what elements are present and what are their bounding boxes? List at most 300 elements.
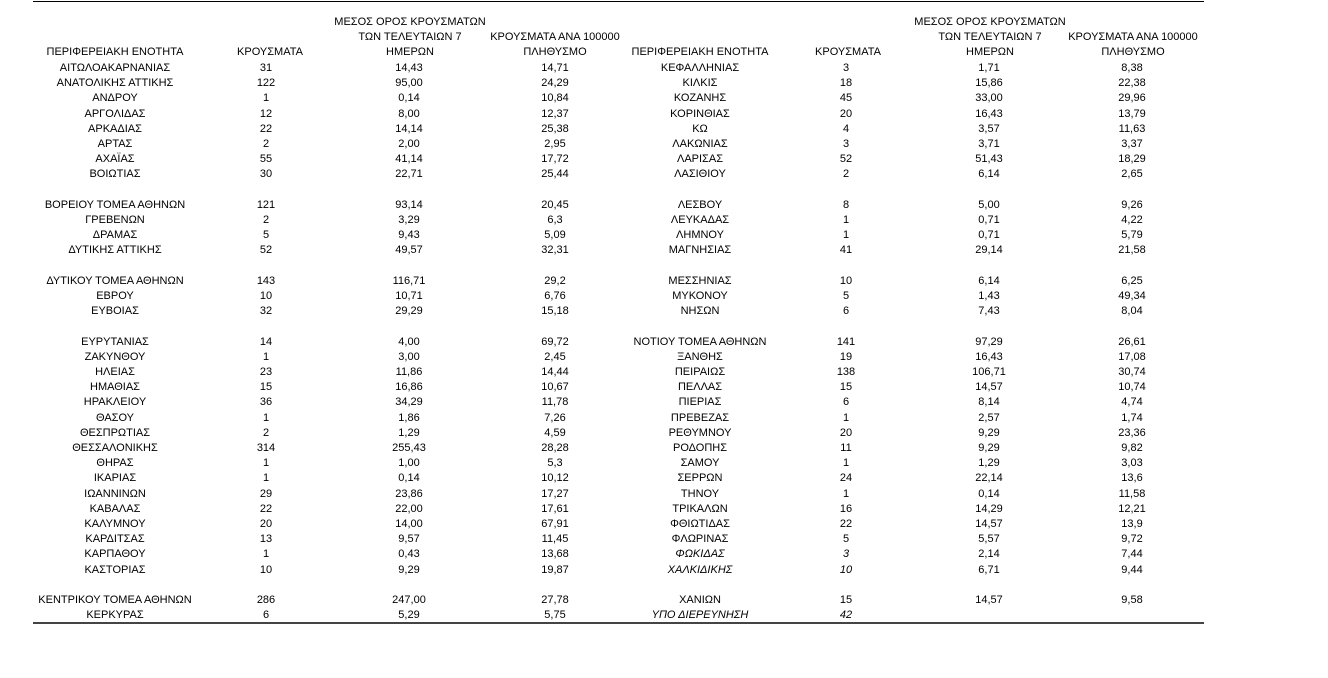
- cell-cases: 5: [842, 290, 850, 302]
- cell-region: ΚΑΣΤΟΡΙΑΣ: [84, 563, 146, 576]
- cell-per100k: 25,44: [541, 168, 569, 181]
- cell-region: ΜΥΚΟΝΟΥ: [672, 290, 728, 302]
- cell-per100k: 18,29: [1118, 153, 1146, 166]
- cell-per100k: 15,18: [541, 305, 569, 318]
- cell-avg7: 15,86: [975, 77, 1003, 90]
- cell-cases: 10: [259, 290, 273, 302]
- cell-region: ΚΕΦΑΛΛΗΝΙΑΣ: [660, 62, 740, 74]
- cell-region: ΚΙΛΚΙΣ: [682, 77, 718, 90]
- cell-per100k: 7,44: [1121, 548, 1143, 561]
- cell-cases: 29: [259, 487, 273, 500]
- table-row-right: [0, 563, 1328, 578]
- cell-avg7: 1,86: [398, 411, 420, 424]
- cell-avg7: 16,86: [395, 381, 423, 394]
- cell-avg7: 2,00: [398, 138, 420, 150]
- cell-cases: 42: [839, 609, 853, 622]
- cell-cases: 1: [842, 411, 850, 424]
- cell-avg7: 14,57: [975, 518, 1003, 530]
- cell-per100k: 29,2: [544, 274, 566, 287]
- cell-per100k: 11,58: [1118, 487, 1146, 500]
- header-per100k-line1: ΚΡΟΥΣΜΑΤΑ ΑΝΑ 100000: [1068, 31, 1198, 43]
- cell-avg7: 9,29: [978, 442, 1000, 454]
- table-row-right: [0, 137, 1328, 152]
- cell-region: ΛΕΥΚΑΔΑΣ: [670, 214, 730, 226]
- cell-cases: 2: [262, 214, 270, 226]
- cell-per100k: 2,45: [544, 350, 566, 363]
- cell-region: ΚΑΡΠΑΘΟΥ: [84, 548, 146, 561]
- cell-cases: 14: [259, 335, 273, 348]
- cell-per100k: 30,74: [1118, 366, 1146, 378]
- cell-per100k: 5,09: [544, 229, 566, 242]
- cell-per100k: 32,31: [541, 244, 569, 257]
- cell-per100k: 5,3: [547, 457, 563, 470]
- cell-region: ΧΑΛΚΙΔΙΚΗΣ: [667, 563, 733, 576]
- cell-avg7: 14,57: [975, 594, 1003, 606]
- cell-region: ΑΙΤΩΛΟΑΚΑΡΝΑΝΙΑΣ: [59, 62, 171, 74]
- cell-per100k: 6,25: [1121, 274, 1143, 287]
- cell-cases: 3: [842, 548, 850, 561]
- header-region-label: ΠΕΡΙΦΕΡΕΙΑΚΗ ΕΝΟΤΗΤΑ: [631, 46, 769, 58]
- cell-region: ΠΙΕΡΙΑΣ: [678, 396, 722, 409]
- header-cases-label: ΚΡΟΥΣΜΑΤΑ: [815, 46, 881, 58]
- cell-per100k: 13,6: [1121, 472, 1143, 485]
- table-row-right: [0, 107, 1328, 122]
- cell-avg7: 1,00: [398, 457, 420, 470]
- cell-per100k: 25,38: [541, 122, 569, 135]
- cell-per100k: 17,72: [541, 153, 569, 166]
- cell-region: ΘΗΡΑΣ: [96, 457, 134, 470]
- cell-region: ΗΜΑΘΙΑΣ: [90, 381, 140, 394]
- table-row-right: [0, 152, 1328, 167]
- cell-avg7: 0,14: [398, 92, 420, 105]
- table-row-right: [0, 274, 1328, 289]
- cell-per100k: 2,65: [1121, 168, 1143, 181]
- cell-per100k: 4,22: [1121, 214, 1143, 226]
- table-row-right: [0, 517, 1328, 532]
- cell-cases: 52: [839, 153, 853, 166]
- table-row-right: [0, 441, 1328, 456]
- cell-avg7: 6,14: [978, 168, 1000, 181]
- cell-region: ΚΟΡΙΝΘΙΑΣ: [670, 107, 730, 120]
- cell-per100k: 22,38: [1118, 77, 1146, 90]
- cell-avg7: 0,14: [398, 472, 420, 485]
- cell-avg7: 106,71: [972, 366, 1006, 378]
- cell-avg7: 9,29: [398, 563, 420, 576]
- header-region-left: [40, 45, 190, 60]
- cell-cases: 121: [256, 198, 276, 211]
- cell-cases: 18: [839, 77, 853, 90]
- cell-per100k: 9,26: [1121, 198, 1143, 211]
- cell-cases: 12: [259, 107, 273, 120]
- cell-avg7: 4,00: [398, 335, 420, 348]
- cell-region: ΘΕΣΣΑΛΟΝΙΚΗΣ: [72, 442, 158, 454]
- cell-region: ΕΒΡΟΥ: [96, 290, 134, 302]
- table-row-right: [0, 228, 1328, 243]
- cell-region: ΜΕΣΣΗΝΙΑΣ: [668, 274, 732, 287]
- header-region-right: [625, 45, 775, 60]
- cell-cases: 4: [842, 122, 850, 135]
- cell-avg7: 14,00: [395, 518, 423, 530]
- cell-cases: 141: [836, 335, 856, 348]
- cell-per100k: 10,67: [541, 381, 569, 394]
- cell-avg7: 5,57: [978, 533, 1000, 546]
- header-cases-right: [803, 45, 893, 60]
- table-row-right: [0, 350, 1328, 365]
- cell-per100k: 7,26: [544, 411, 566, 424]
- cell-avg7: 2,57: [978, 411, 1000, 424]
- cell-region: ΕΥΒΟΙΑΣ: [91, 305, 139, 318]
- cell-cases: 30: [259, 168, 273, 181]
- cell-cases: 6: [842, 396, 850, 409]
- cell-avg7: 1,71: [978, 62, 1000, 74]
- header-per100k-right: [1058, 30, 1208, 60]
- cell-per100k: 20,45: [541, 198, 569, 211]
- header-per100k-line1: ΚΡΟΥΣΜΑΤΑ ΑΝΑ 100000: [490, 31, 620, 43]
- header-avg7-left: [330, 15, 490, 60]
- table-row-right: [0, 471, 1328, 486]
- cell-cases: 52: [259, 244, 273, 257]
- cell-avg7: 6,14: [978, 274, 1000, 287]
- cell-region: ΥΠΟ ΔΙΕΡΕΥΝΗΣΗ: [651, 609, 749, 622]
- table-row-right: [0, 608, 1328, 623]
- cell-avg7: 3,00: [398, 350, 420, 363]
- cell-per100k: 67,91: [541, 518, 569, 530]
- table-row-right: [0, 198, 1328, 213]
- cell-avg7: 10,71: [395, 290, 423, 302]
- cell-cases: 24: [839, 472, 853, 485]
- cell-per100k: 10,12: [541, 472, 569, 485]
- cell-region: ΜΑΓΝΗΣΙΑΣ: [668, 244, 732, 257]
- header-cases-left: [225, 45, 315, 60]
- cell-region: ΛΕΣΒΟΥ: [677, 198, 723, 211]
- cell-cases: 1: [842, 487, 850, 500]
- cell-region: ΠΕΙΡΑΙΩΣ: [674, 366, 726, 378]
- cell-avg7: 16,43: [975, 350, 1003, 363]
- cell-per100k: 3,03: [1121, 457, 1143, 470]
- cell-region: ΦΘΙΩΤΙΔΑΣ: [670, 518, 730, 530]
- cell-per100k: 5,79: [1121, 229, 1143, 242]
- cell-avg7: 9,57: [398, 533, 420, 546]
- cell-cases: 1: [262, 350, 270, 363]
- cell-region: ΝΟΤΙΟΥ ΤΟΜΕΑ ΑΘΗΝΩΝ: [633, 335, 767, 348]
- cell-cases: 5: [262, 229, 270, 242]
- table-row-right: [0, 365, 1328, 380]
- cell-avg7: 8,00: [398, 107, 420, 120]
- cell-avg7: 22,14: [975, 472, 1003, 485]
- cell-avg7: 3,71: [978, 138, 1000, 150]
- cell-region: ΠΡΕΒΕΖΑΣ: [670, 411, 730, 424]
- header-avg7-line1: ΜΕΣΟΣ ΟΡΟΣ ΚΡΟΥΣΜΑΤΩΝ: [914, 16, 1066, 28]
- cell-cases: 15: [259, 381, 273, 394]
- header-per100k-line2: ΠΛΗΘΥΣΜΟ: [1101, 46, 1165, 58]
- cell-per100k: 9,82: [1121, 442, 1143, 454]
- cell-region: ΖΑΚΥΝΘΟΥ: [84, 350, 146, 363]
- table-row-right: [0, 411, 1328, 426]
- cell-region: ΦΛΩΡΙΝΑΣ: [671, 533, 729, 546]
- table-row-right: [0, 426, 1328, 441]
- cell-per100k: 4,59: [544, 426, 566, 439]
- cell-per100k: 11,78: [541, 396, 569, 409]
- cell-region: ΙΚΑΡΙΑΣ: [93, 472, 137, 485]
- cell-per100k: 14,71: [541, 62, 569, 74]
- cell-avg7: 93,14: [395, 198, 423, 211]
- table-row-right: [0, 122, 1328, 137]
- cell-cases: 11: [840, 442, 852, 454]
- header-cases-label: ΚΡΟΥΣΜΑΤΑ: [237, 46, 303, 58]
- cell-region: ΠΕΛΛΑΣ: [677, 381, 723, 394]
- table-row-right: [0, 167, 1328, 182]
- cell-per100k: 1,74: [1121, 411, 1143, 424]
- cell-per100k: 6,3: [547, 214, 563, 226]
- cell-region: ΛΑΣΙΘΙΟΥ: [674, 168, 726, 181]
- cell-cases: 20: [839, 426, 853, 439]
- cell-avg7: 6,71: [978, 563, 1000, 576]
- cell-cases: 1: [262, 472, 270, 485]
- cell-per100k: 8,38: [1121, 62, 1143, 74]
- cell-per100k: 11,45: [541, 533, 569, 546]
- cell-avg7: 247,00: [392, 594, 426, 606]
- cell-region: ΞΑΝΘΗΣ: [677, 350, 723, 363]
- cell-cases: 15: [839, 381, 853, 394]
- cell-per100k: 9,72: [1121, 533, 1143, 546]
- cell-cases: 1: [262, 92, 270, 105]
- cell-cases: 6: [842, 305, 850, 318]
- cell-avg7: 23,86: [395, 487, 423, 500]
- cell-cases: 22: [259, 502, 273, 515]
- cell-per100k: 24,29: [541, 77, 569, 90]
- table-row-right: [0, 395, 1328, 410]
- cell-avg7: 255,43: [392, 442, 426, 454]
- cell-region: ΒΟΡΕΙΟΥ ΤΟΜΕΑ ΑΘΗΝΩΝ: [44, 198, 186, 211]
- cell-region: ΑΡΓΟΛΙΔΑΣ: [84, 107, 146, 120]
- cell-avg7: 97,29: [975, 335, 1003, 348]
- cell-cases: 23: [259, 366, 273, 378]
- cell-region: ΤΡΙΚΑΛΩΝ: [672, 502, 728, 515]
- cell-avg7: 22,71: [395, 168, 423, 181]
- header-avg7-line3: ΗΜΕΡΩΝ: [386, 46, 434, 58]
- cell-avg7: 1,29: [978, 457, 1000, 470]
- header-avg7-line2: ΤΩΝ ΤΕΛΕΥΤΑΙΩΝ 7: [938, 31, 1042, 43]
- cell-region: ΗΡΑΚΛΕΙΟΥ: [83, 396, 147, 409]
- table-row-right: [0, 76, 1328, 91]
- cell-region: ΓΡΕΒΕΝΩΝ: [85, 214, 145, 226]
- cell-avg7: 2,14: [978, 548, 1000, 561]
- cell-per100k: 69,72: [541, 335, 569, 348]
- cell-cases: 10: [839, 563, 853, 576]
- cell-per100k: 27,78: [541, 594, 569, 606]
- cell-per100k: 11,63: [1118, 122, 1146, 135]
- cell-avg7: 0,14: [978, 487, 1000, 500]
- cell-per100k: 49,34: [1118, 290, 1146, 302]
- cell-region: ΣΑΜΟΥ: [680, 457, 720, 470]
- cell-per100k: 6,76: [544, 290, 566, 302]
- table-row-right: [0, 456, 1328, 471]
- cell-region: ΙΩΑΝΝΙΝΩΝ: [84, 487, 146, 500]
- cell-region: ΔΡΑΜΑΣ: [92, 229, 138, 242]
- cell-avg7: 95,00: [395, 77, 423, 90]
- cell-region: ΚΕΝΤΡΙΚΟΥ ΤΟΜΕΑ ΑΘΗΝΩΝ: [38, 594, 192, 606]
- cell-cases: 20: [839, 107, 853, 120]
- cell-avg7: 3,57: [978, 122, 1000, 135]
- cell-cases: 36: [259, 396, 273, 409]
- cell-cases: 286: [256, 594, 276, 606]
- cell-avg7: 14,29: [975, 502, 1003, 515]
- cell-cases: 20: [259, 518, 273, 530]
- table-row-right: [0, 532, 1328, 547]
- cell-avg7: 33,00: [975, 92, 1003, 105]
- cell-region: ΣΕΡΡΩΝ: [677, 472, 723, 485]
- cell-region: ΑΝΔΡΟΥ: [92, 92, 138, 105]
- cell-per100k: 14,44: [541, 366, 569, 378]
- header-region-label: ΠΕΡΙΦΕΡΕΙΑΚΗ ΕΝΟΤΗΤΑ: [46, 46, 184, 58]
- cell-cases: 22: [839, 518, 853, 530]
- cell-region: ΛΗΜΝΟΥ: [676, 229, 724, 242]
- header-avg7-line3: ΗΜΕΡΩΝ: [966, 46, 1014, 58]
- cell-region: ΔΥΤΙΚΟΥ ΤΟΜΕΑ ΑΘΗΝΩΝ: [46, 274, 184, 287]
- table-row-right: [0, 380, 1328, 395]
- cell-per100k: 17,08: [1118, 350, 1146, 363]
- cell-cases: 32: [259, 305, 273, 318]
- cell-per100k: 5,75: [544, 609, 566, 622]
- cell-cases: 1: [262, 548, 270, 561]
- cell-avg7: 51,43: [975, 153, 1003, 166]
- cell-per100k: 12,21: [1118, 502, 1146, 515]
- cell-avg7: 0,71: [978, 229, 1000, 242]
- cell-avg7: 34,29: [395, 396, 423, 409]
- cell-cases: 15: [839, 594, 853, 606]
- cell-region: ΕΥΡΥΤΑΝΙΑΣ: [81, 335, 149, 348]
- cell-per100k: 3,37: [1121, 138, 1143, 150]
- cell-region: ΚΩ: [692, 122, 708, 135]
- table-row-right: [0, 61, 1328, 76]
- cell-cases: 31: [259, 62, 273, 74]
- header-avg7-line1: ΜΕΣΟΣ ΟΡΟΣ ΚΡΟΥΣΜΑΤΩΝ: [334, 16, 486, 28]
- table-top-rule: [33, 1, 1204, 2]
- cell-per100k: 10,74: [1118, 381, 1146, 394]
- table-row-right: [0, 502, 1328, 517]
- cell-cases: 16: [839, 502, 853, 515]
- cell-per100k: 26,61: [1118, 335, 1146, 348]
- cell-cases: 10: [839, 274, 853, 287]
- table-row-right: [0, 289, 1328, 304]
- cell-cases: 22: [259, 122, 273, 135]
- cell-avg7: 8,14: [978, 396, 1000, 409]
- cell-region: ΚΟΖΑΝΗΣ: [673, 92, 727, 105]
- cell-cases: 2: [262, 426, 270, 439]
- cell-per100k: 2,95: [544, 138, 566, 150]
- cell-region: ΤΗΝΟΥ: [680, 487, 720, 500]
- cell-region: ΛΑΡΙΣΑΣ: [676, 153, 723, 166]
- cell-per100k: 9,58: [1121, 594, 1143, 606]
- cell-avg7: 29,29: [395, 305, 423, 318]
- cell-region: ΡΟΔΟΠΗΣ: [672, 442, 728, 454]
- cell-region: ΚΑΛΥΜΝΟΥ: [84, 518, 146, 530]
- cell-cases: 2: [842, 168, 850, 181]
- cell-avg7: 5,00: [978, 198, 1000, 211]
- cell-region: ΡΕΘΥΜΝΟΥ: [668, 426, 732, 439]
- table-row-right: [0, 213, 1328, 228]
- cell-cases: 45: [839, 92, 853, 105]
- cell-cases: 1: [842, 457, 850, 470]
- cell-avg7: 22,00: [395, 502, 423, 515]
- header-per100k-left: [480, 30, 630, 60]
- cell-avg7: 5,29: [398, 609, 420, 622]
- cell-per100k: 17,27: [541, 487, 569, 500]
- cell-region: ΔΥΤΙΚΗΣ ΑΤΤΙΚΗΣ: [68, 244, 162, 257]
- table-row-right: [0, 304, 1328, 319]
- cell-region: ΗΛΕΙΑΣ: [95, 366, 135, 378]
- table-row-right: [0, 547, 1328, 562]
- cell-region: ΑΡΤΑΣ: [97, 138, 133, 150]
- cell-avg7: 14,14: [395, 122, 423, 135]
- cell-cases: 138: [836, 366, 856, 378]
- cell-region: ΝΗΣΩΝ: [680, 305, 720, 318]
- cell-cases: 55: [259, 153, 273, 166]
- table-bottom-rule: [33, 622, 1204, 624]
- table-row-right: [0, 91, 1328, 106]
- header-avg7-line2: ΤΩΝ ΤΕΛΕΥΤΑΙΩΝ 7: [358, 31, 462, 43]
- cell-per100k: 21,58: [1118, 244, 1146, 257]
- cell-cases: 41: [839, 244, 853, 257]
- cell-avg7: 0,71: [978, 214, 1000, 226]
- cell-per100k: 13,9: [1121, 518, 1143, 530]
- cell-per100k: 23,36: [1118, 426, 1146, 439]
- cell-region: ΑΡΚΑΔΙΑΣ: [88, 122, 142, 135]
- cell-cases: 5: [842, 533, 850, 546]
- cell-avg7: 49,57: [395, 244, 423, 257]
- cell-cases: 6: [262, 609, 270, 622]
- table-row-right: [0, 243, 1328, 258]
- cell-avg7: 41,14: [395, 153, 423, 166]
- cell-cases: 3: [842, 138, 850, 150]
- cell-avg7: 14,43: [395, 62, 423, 74]
- cell-per100k: 10,84: [541, 92, 569, 105]
- cell-cases: 10: [259, 563, 273, 576]
- cell-cases: 1: [842, 214, 850, 226]
- cell-region: ΚΑΡΔΙΤΣΑΣ: [85, 533, 145, 546]
- cell-avg7: 0,43: [398, 548, 420, 561]
- cell-cases: 1: [262, 411, 270, 424]
- cell-cases: 8: [842, 198, 850, 211]
- cell-region: ΚΕΡΚΥΡΑΣ: [86, 609, 144, 622]
- cell-per100k: 13,79: [1118, 107, 1146, 120]
- cell-per100k: 12,37: [541, 107, 569, 120]
- header-avg7-right: [910, 15, 1070, 60]
- table-row-right: [0, 593, 1328, 608]
- cell-per100k: 29,96: [1118, 92, 1146, 105]
- cell-cases: 143: [256, 274, 276, 287]
- cell-per100k: 19,87: [541, 563, 569, 576]
- cell-region: ΒΟΙΩΤΙΑΣ: [89, 168, 141, 181]
- cell-region: ΚΑΒΑΛΑΣ: [89, 502, 141, 515]
- cell-per100k: 17,61: [541, 502, 569, 515]
- cell-avg7: 9,29: [978, 426, 1000, 439]
- cell-avg7: 116,71: [392, 274, 426, 287]
- cell-avg7: 3,29: [398, 214, 420, 226]
- cell-cases: 1: [262, 457, 270, 470]
- cell-avg7: 11,86: [395, 366, 423, 378]
- cell-per100k: 9,44: [1121, 563, 1143, 576]
- cell-cases: 2: [262, 138, 270, 150]
- cell-region: ΦΩΚΙΔΑΣ: [675, 548, 725, 561]
- cell-per100k: 13,68: [541, 548, 569, 561]
- cell-per100k: 8,04: [1121, 305, 1143, 318]
- table-row-right: [0, 335, 1328, 350]
- cell-avg7: 29,14: [975, 244, 1003, 257]
- cell-avg7: 1,29: [398, 426, 420, 439]
- cell-region: ΘΑΣΟΥ: [95, 411, 135, 424]
- cell-per100k: 4,74: [1121, 396, 1143, 409]
